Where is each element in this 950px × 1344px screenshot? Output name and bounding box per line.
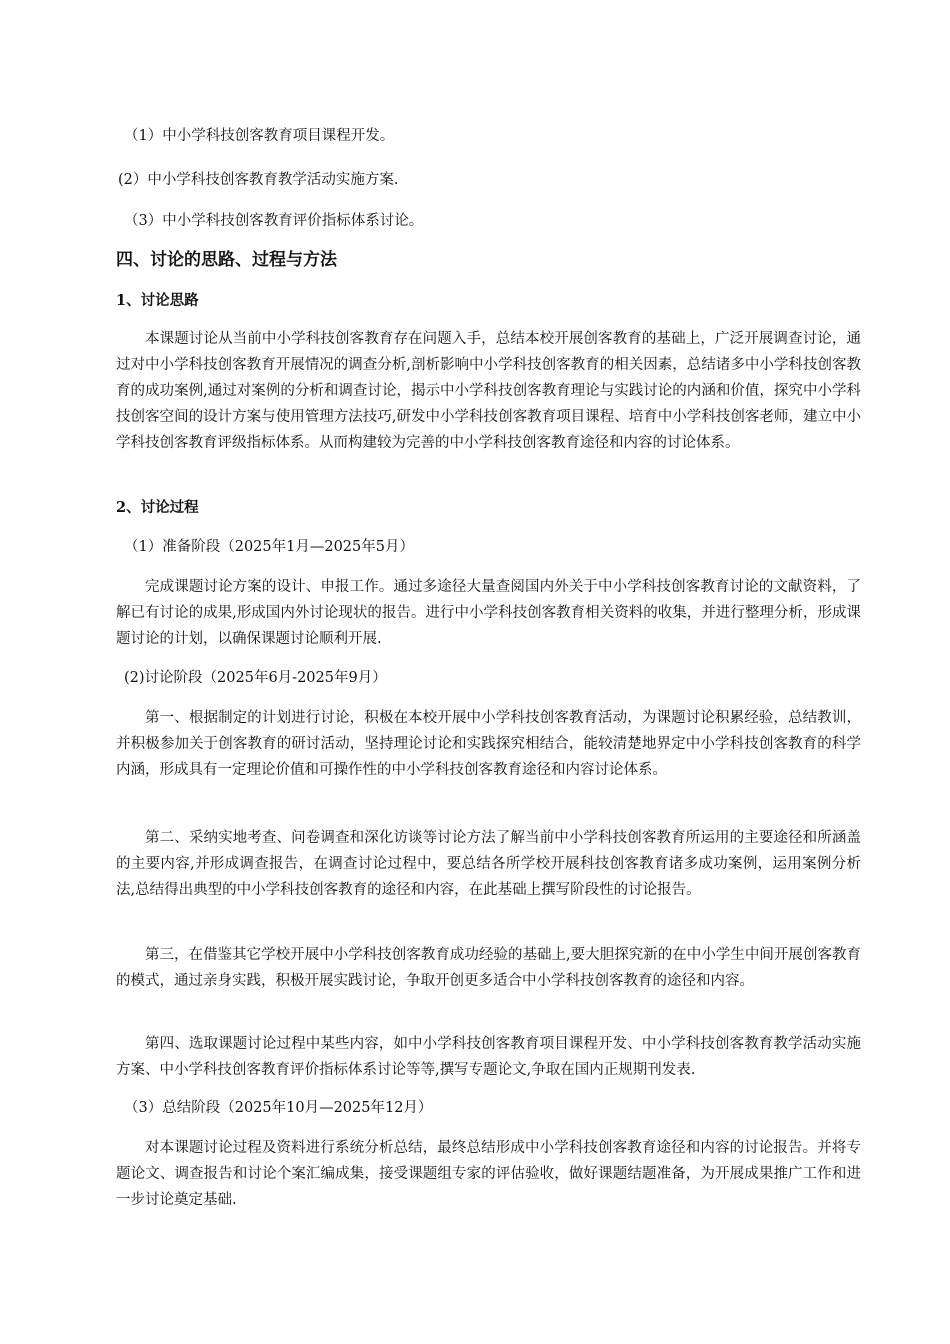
- stage2-paragraph-4: 第四、选取课题讨论过程中某些内容，如中小学科技创客教育项目课程开发、中小学科技创客教育教学活动实施方案、中小学科技创客教育评价指标体系讨论等等,撰写专题论文,争取在国内正规期刊发表.: [116, 1036, 861, 1078]
- subheading-process: 2、讨论过程: [116, 499, 199, 516]
- objective-item-2: (2）中小学科技创客教育教学活动实施方案.: [118, 172, 399, 188]
- paragraph-idea: 本课题讨论从当前中小学科技创客教育存在问题入手，总结本校开展创客教育的基础上，广泛开展调查讨论，通过对中小学科技创客教育开展情况的调查分析,剖析影响中小学科技创客教育的相关因素，总结诸多中小学科技创客教育的成功案例,通过对案例的分析和调查讨论，揭示中小学科技创客教育理论与实践讨论的内涵和价值，探究中小学科技创客空间的设计方案与使用管理方法技巧,研发中小学科技创客教育项目课程、培育中小学科技创客老师，建立中小学科技创客教育评级指标体系。从而构建较为完善的中小学科技创客教育途径和内容的讨论体系。: [116, 331, 861, 451]
- objective-item-3: （3）中小学科技创客教育评价指标体系讨论。: [124, 213, 424, 229]
- stage2-paragraph-1: 第一、根据制定的计划进行讨论，积极在本校开展中小学科技创客教育活动，为课题讨论积累经验，总结教训，并积极参加关于创客教育的研讨活动，坚持理论讨论和实践探究相结合，能较清楚地界定中小学科技创客教育的科学内涵，形成具有一定理论价值和可操作性的中小学科技创客教育途径和内容讨论体系。: [116, 710, 861, 778]
- stage3-title: （3）总结阶段（2025年10月—2025年12月）: [124, 1100, 433, 1116]
- stage2-paragraph-3: 第三，在借鉴其它学校开展中小学科技创客教育成功经验的基础上,要大胆探究新的在中小学生中间开展创客教育的模式，通过亲身实践，积极开展实践讨论，争取开创更多适合中小学科技创客教育的途径和内容。: [116, 947, 861, 989]
- stage1-paragraph: 完成课题讨论方案的设计、申报工作。通过多途径大量查阅国内外关于中小学科技创客教育讨论的文献资料，了解已有讨论的成果,形成国内外讨论现状的报告。进行中小学科技创客教育相关资料的收集，并进行整理分析，形成课题讨论的计划，以确保课题讨论顺利开展.: [116, 579, 861, 647]
- stage1-title: （1）准备阶段（2025年1月—2025年5月）: [124, 539, 414, 555]
- stage2-title: (2)讨论阶段（2025年6月-2025年9月）: [124, 670, 387, 686]
- stage3-paragraph: 对本课题讨论过程及资料进行系统分析总结，最终总结形成中小学科技创客教育途径和内容的讨论报告。并将专题论文、调查报告和讨论个案汇编成集，接受课题组专家的评估验收，做好课题结题准备，为开展成果推广工作和进一步讨论奠定基础.: [116, 1140, 861, 1208]
- section-heading: 四、讨论的思路、过程与方法: [116, 250, 337, 270]
- stage2-paragraph-2: 第二、采纳实地考查、问卷调查和深化访谈等讨论方法了解当前中小学科技创客教育所运用的主要途径和所涵盖的主要内容,并形成调查报告，在调查讨论过程中，要总结各所学校开展科技创客教育诸多成功案例，运用案例分析法,总结得出典型的中小学科技创客教育的途径和内容，在此基础上撰写阶段性的讨论报告。: [116, 830, 861, 898]
- subheading-idea: 1、讨论思路: [116, 292, 199, 309]
- objective-item-1: （1）中小学科技创客教育项目课程开发。: [124, 128, 395, 144]
